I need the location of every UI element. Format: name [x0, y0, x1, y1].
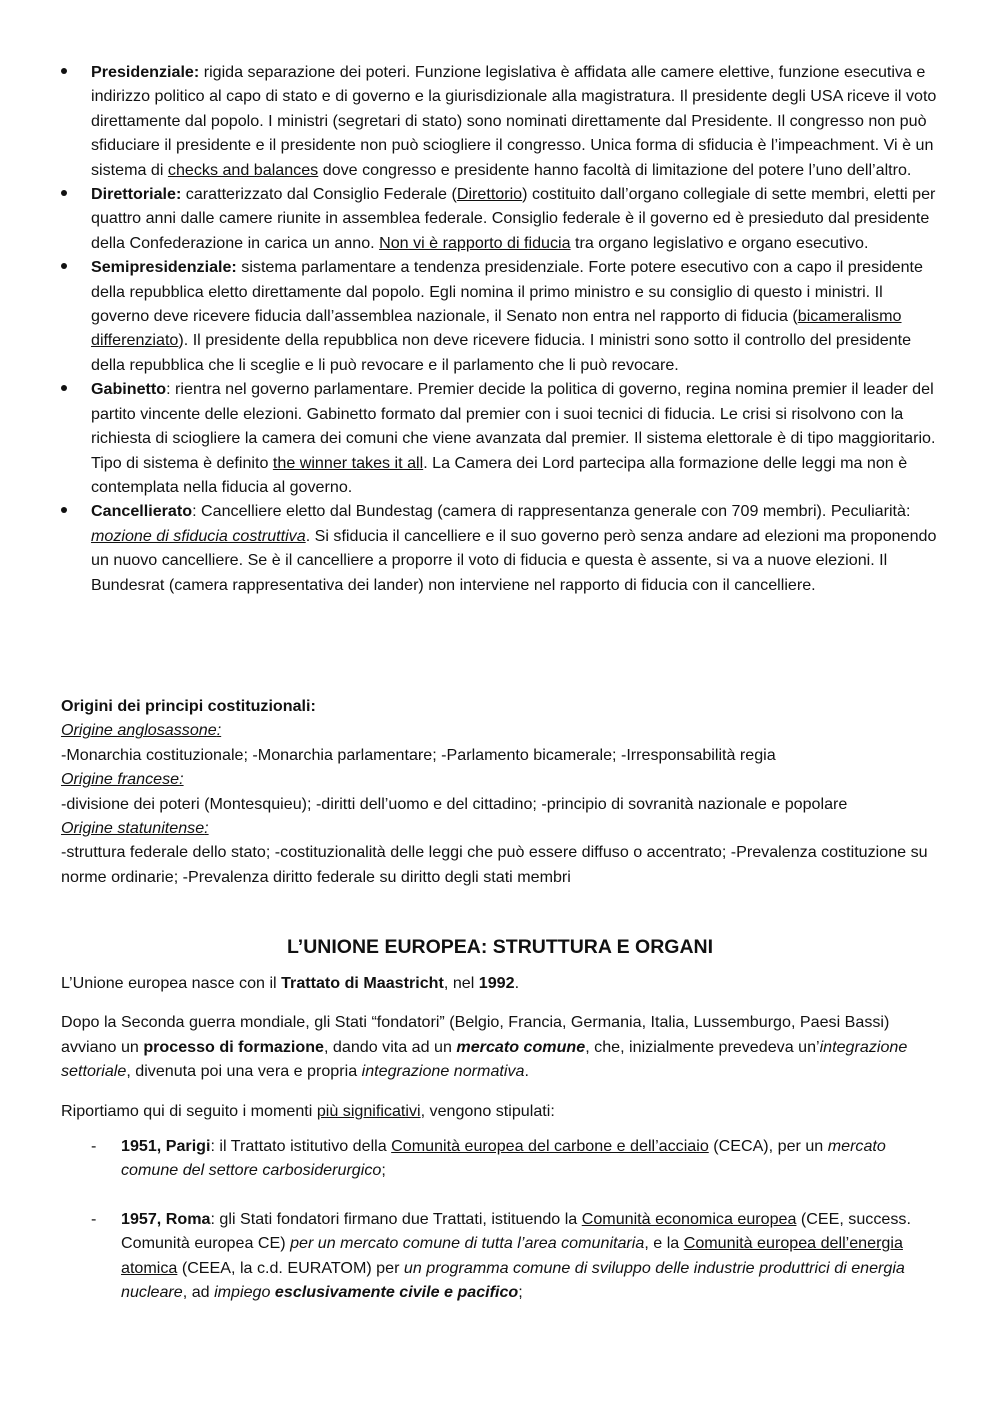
list-item-gabinetto: Gabinetto: rientra nel governo parlamentare. Premier decide la politica di governo, regina nomina premier il leader del partito vincente delle elezioni. Gabinetto formato dal premier con i suoi tecnici di fiducia. Le crisi si risolvono con la richiesta di sciogliere la camera dei comuni che viene avanzata dal premier. Il sistema elettorale è di tipo maggioritario. Tipo di sistema è definito the winner takes it all. La Camera dei Lord partecipa alla formazione delle leggi ma non è contemplata nella fiducia al governo. — [0, 377, 941, 499]
paragraph: Riportiamo qui di seguito i momenti più significativi, vengono stipulati: — [61, 1101, 555, 1120]
section-title: L’UNIONE EUROPEA: STRUTTURA E ORGANI — [286, 936, 714, 958]
term-checks-and-balances: checks and balances — [167, 160, 319, 179]
eu-intro — [61, 971, 941, 1138]
term-direttorio: Direttorio — [456, 185, 523, 204]
origin-label: Origine anglosassone: — [61, 721, 222, 740]
origin-items: -struttura federale dello stato; -costituzionalità delle leggi che può essere diffuso o accentrato; -Prevalenza costituzione su norme ordinarie; -Prevalenza diritto federale su diritto degli stati membri — [61, 843, 928, 886]
government-systems-list — [0, 60, 1000, 597]
paragraph: L’Unione europea nasce con il Trattato di Maastricht, nel 1992. — [61, 974, 520, 992]
moment-item-1951: - 1951, Parigi: il Trattato istitutivo della Comunità europea del carbone e dell’acciaio (CECA), per un mercato comune del settore carbosiderurgico; — [0, 1134, 931, 1183]
term-sfiducia-costruttiva: mozione di sfiducia costruttiva — [91, 526, 306, 545]
term-bicameralismo: bicameralismo differenziato — [91, 307, 902, 350]
term-winner-takes-all: the winner takes it all — [272, 453, 424, 472]
list-item-semipresidenziale: Semipresidenziale: sistema parlamentare a tendenza presidenziale. Forte potere esecutivo con a capo il presidente della repubblica eletto direttamente dal popolo. Egli nomina il primo ministro e su consiglio di questo i ministri. Il governo deve ricevere fiducia dall’assemblea nazionale, il Senato non entra nel rapporto di fiducia (bicameralismo differenziato). Il presidente della repubblica non deve ricevere fiducia. I ministri sono sotto il controllo del presidente della repubblica che li sceglie e li può revocare e il parlamento che li può revocare. — [0, 255, 941, 377]
list-item-cancellierato: Cancellierato: Cancelliere eletto dal Bundestag (camera di rappresentanza generale con 709 membri). Peculiarità: mozione di sfiducia costruttiva. Si sfiducia il cancelliere e il suo governo però senza andare ad elezioni ma proponendo un nuovo cancelliere. Se è il cancelliere a proporre il voto di fiducia e questa è assente, si va a nuove elezioni. Il Bundesrat (camera rappresentativa dei lander) non interviene nel rapporto di fiducia con il cancelliere. — [0, 499, 941, 597]
origin-items: -Monarchia costituzionale; -Monarchia parlamentare; -Parlamento bicamerale; -Irresponsabilità regia — [61, 745, 776, 764]
list-item-direttoriale: Direttoriale: caratterizzato dal Consiglio Federale (Direttorio) costituito dall’organo collegiale di sette membri, eletti per quattro anni dalle camere riunite in assemblea federale. Consiglio federale è il governo ed è presieduto dal presidente della Confederazione in carica un anno. Non vi è rapporto di fiducia tra organo legislativo e organo esecutivo. — [0, 182, 941, 255]
origin-label: Origine francese: — [61, 770, 184, 789]
list-item-presidenziale: Presidenziale: rigida separazione dei poteri. Funzione legislativa è affidata alle camere elettive, funzione esecutiva e indirizzo politico al capo di stato e di governo e la giurisdizionale alla magistratura. Il presidente degli USA riceve il voto direttamente dal popolo. I ministri (segretari di stato) sono nominati direttamente dal Presidente. Il congresso non può sfiduciare il presidente e il presidente non può sciogliere il congresso. Unica forma di sfiducia è l’impeachment. Vi è un sistema di checks and balances dove congresso e presidente hanno facoltà di limitazione del potere l’uno dell’altro. — [0, 60, 941, 182]
dash-marker: - — [91, 1209, 97, 1228]
paragraph: Dopo la Seconda guerra mondiale, gli Stati “fondatori” (Belgio, Francia, Germania, Italia, Lussemburgo, Paesi Bassi) avviano un processo di formazione, dando vita ad un mercato comune, che, inizialmente prevedeva un’integrazione settoriale, divenuta poi una vera e propria integrazione normativa. — [61, 1013, 908, 1081]
origins-heading: Origini dei principi costituzionali: — [61, 697, 316, 715]
dash-marker: - — [91, 1137, 97, 1155]
moment-item-1957: - 1957, Roma: gli Stati fondatori firmano due Trattati, istituendo la Comunità economica europea (CEE, success. Comunità europea CE) per un mercato comune di tutta l’area comunitaria, e la Comunità europea dell’energia atomica (CEEA, la c.d. EURATOM) per un programma comune di sviluppo delle industrie produttrici di energia nucleare, ad impiego esclusivamente civile e pacifico; — [0, 1207, 931, 1305]
origin-label: Origine statunitense: — [61, 819, 209, 838]
eu-moments-list — [0, 1134, 1000, 1304]
origin-items: -divisione dei poteri (Montesquieu); -diritti dell’uomo e del cittadino; -principio di sovranità nazionale e popolare — [61, 794, 848, 813]
origins-section — [61, 694, 941, 889]
term-no-fiducia: Non vi è rapporto di fiducia — [379, 233, 571, 252]
